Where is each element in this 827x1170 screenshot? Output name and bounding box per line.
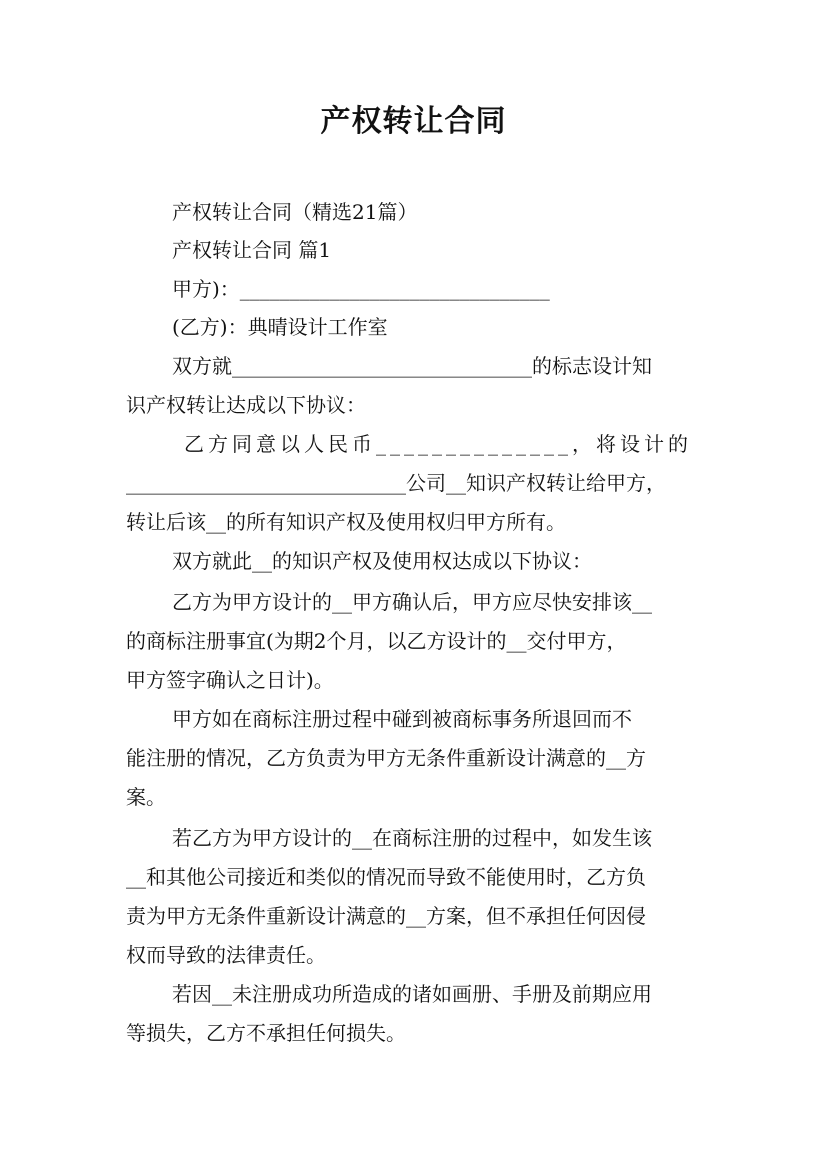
party-b-line: (乙方)：典晴设计工作室	[172, 315, 388, 339]
paragraph-line: ____________________________公司__知识产权转让给甲方，	[126, 471, 666, 495]
paragraph-line: 甲方如在商标注册过程中碰到被商标事务所退回而不	[172, 707, 632, 731]
paragraph-line: 能注册的情况，乙方负责为甲方无条件重新设计满意的__方	[126, 746, 646, 770]
paragraph-line: 转让后该__的所有知识产权及使用权归甲方所有。	[126, 510, 566, 534]
paragraph-line: 的商标注册事宜(为期2个月，以乙方设计的__交付甲方，	[126, 629, 627, 653]
paragraph-line: 责为甲方无条件重新设计满意的__方案，但不承担任何因侵	[126, 904, 646, 928]
party-a-line: 甲方)：_______________________________	[172, 277, 550, 301]
document-title: 产权转让合同	[320, 104, 507, 139]
paragraph-line: 案。	[126, 785, 166, 809]
paragraph-line: 甲方签字确认之日计)。	[126, 668, 334, 692]
paragraph-line: 双方就此__的知识产权及使用权达成以下协议：	[172, 549, 592, 573]
paragraph-line: 若乙方为甲方设计的__在商标注册的过程中，如发生该	[172, 826, 652, 850]
paragraph-line: 乙方为甲方设计的__甲方确认后，甲方应尽快安排该__	[172, 590, 652, 614]
paragraph-line: 等损失，乙方不承担任何损失。	[126, 1021, 406, 1045]
paragraph-line: 产权转让合同 篇1	[172, 238, 332, 262]
paragraph-line: 乙方同意以人民币______________，将设计的	[184, 432, 692, 456]
paragraph-line: 识产权转让达成以下协议：	[126, 393, 366, 417]
paragraph-line: 产权转让合同（精选21篇）	[172, 200, 418, 224]
paragraph-line: 权而导致的法律责任。	[126, 943, 326, 967]
paragraph-line: 若因__未注册成功所造成的诸如画册、手册及前期应用	[172, 982, 652, 1006]
paragraph-line: __和其他公司接近和类似的情况而导致不能使用时，乙方负	[126, 865, 646, 889]
paragraph-line: 双方就______________________________的标志设计知	[172, 354, 652, 378]
